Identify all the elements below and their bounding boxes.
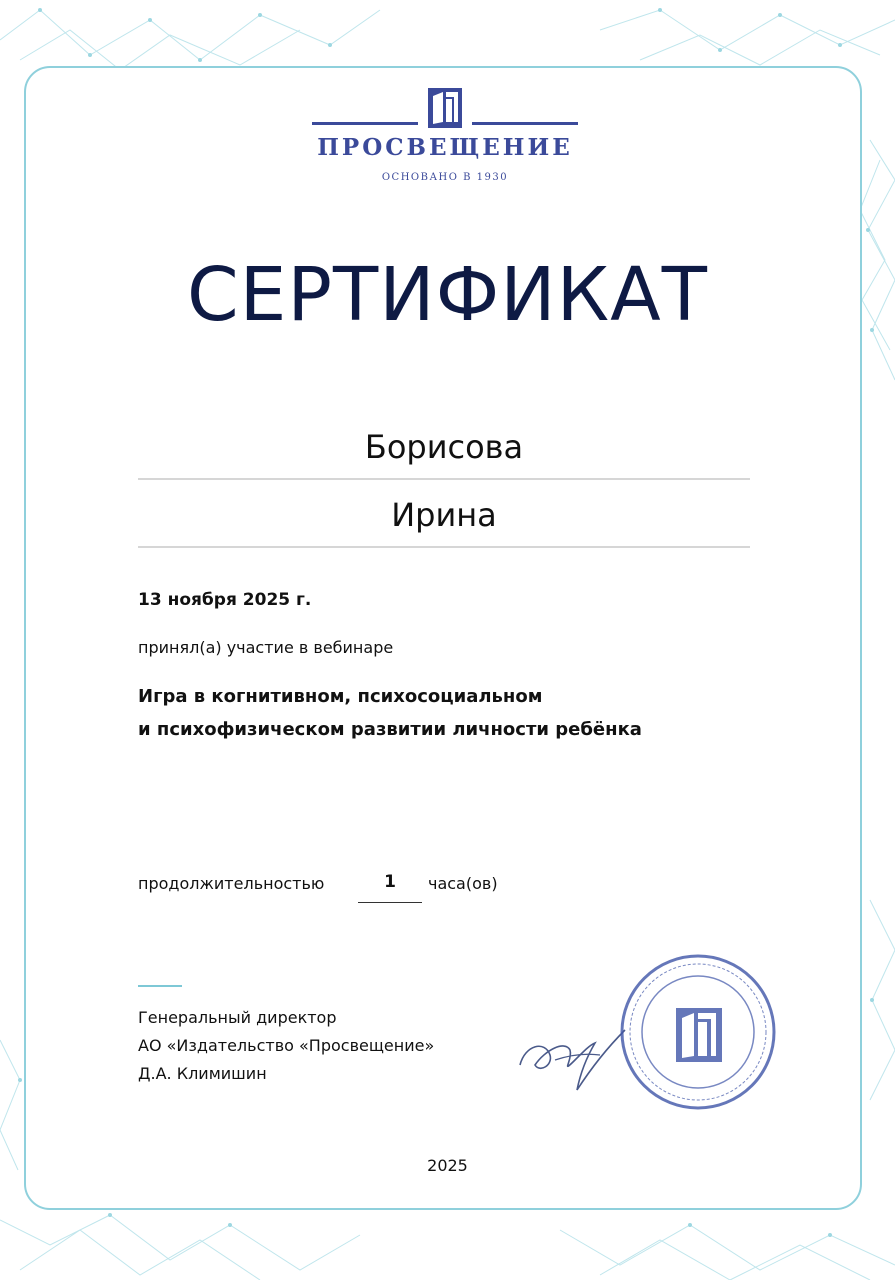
company-seal-stamp: [618, 952, 778, 1112]
duration-value: 1: [384, 872, 396, 892]
signatory-block: [138, 1004, 434, 1088]
logo-founded-text: ОСНОВАНО В 1930: [381, 172, 509, 183]
publisher-logo: [310, 86, 580, 186]
event-date: 13 ноября 2025 г.: [138, 590, 312, 610]
duration-label: продолжительностью: [138, 874, 325, 893]
webinar-title-line-1: Игра в когнитивном, психосоциальном: [138, 686, 543, 707]
logo-left-line: [312, 122, 418, 125]
certificate-title: СЕРТИФИКАТ: [186, 252, 709, 338]
signatory-accent-line: [138, 985, 182, 987]
participation-text: принял(а) участие в вебинаре: [138, 638, 394, 657]
logo-right-line: [472, 122, 578, 125]
signatory-position: Генеральный директор: [138, 1008, 337, 1027]
duration-underline: [358, 902, 422, 903]
surname-underline: [138, 478, 750, 480]
webinar-title: [138, 680, 642, 746]
signatory-company: АО «Издательство «Просвещение»: [138, 1036, 435, 1055]
prosveshchenie-emblem-icon: [428, 88, 462, 128]
footer-year: 2025: [427, 1156, 468, 1175]
handwritten-signature: [515, 1015, 635, 1095]
duration-unit: часа(ов): [428, 874, 498, 893]
webinar-title-line-2: и психофизическом развитии личности ребёнка: [138, 719, 642, 740]
recipient-surname: Борисова: [364, 428, 524, 466]
signatory-name: Д.А. Климишин: [138, 1064, 267, 1083]
first-name-underline: [138, 546, 750, 548]
recipient-first-name: Ирина: [391, 496, 497, 534]
logo-brand-text: ПРОСВЕЩЕНИЕ: [317, 134, 573, 161]
